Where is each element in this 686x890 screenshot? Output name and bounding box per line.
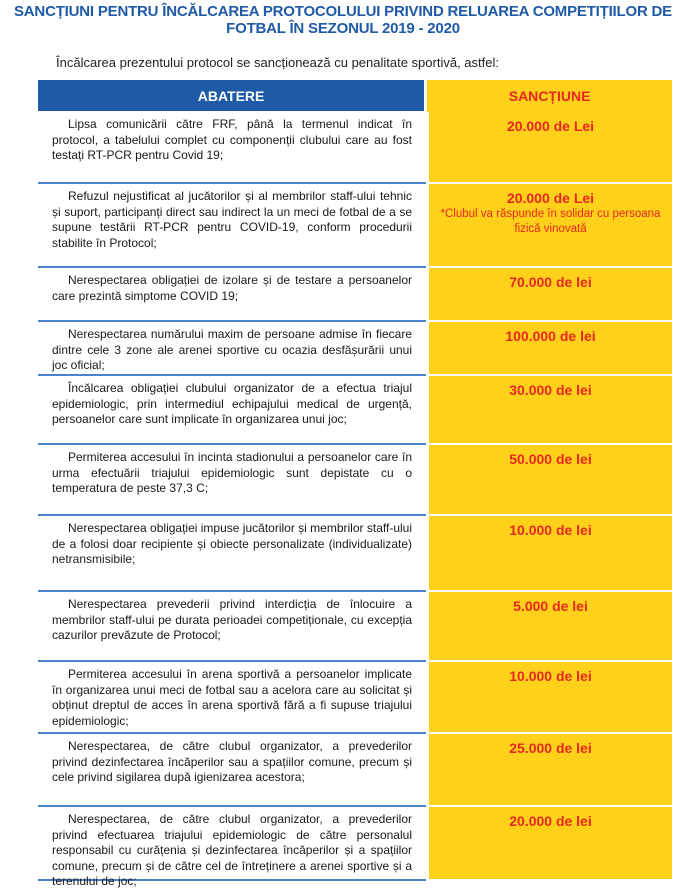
violation-cell: Lipsa comunicării către FRF, până la termenul indicat în protocol, a tabelului complet cu componenții clubului care au fost testați RT-PCR pentru Covid 19;: [38, 112, 426, 184]
sanction-cell: [426, 662, 672, 734]
sanction-cell: [426, 734, 672, 807]
sanction-cell: [426, 268, 672, 322]
sanction-cell: [426, 376, 672, 445]
sanction-amount: 10.000 de lei: [509, 522, 592, 538]
table-row: [38, 184, 672, 268]
violation-cell: Încălcarea obligației clubului organizator de a efectua triajul epidemiologic, prin intermediul echipajului medical de urgență, persoanelor care sunt implicate în organizarea unui joc;: [38, 376, 426, 445]
table-row: [38, 376, 672, 445]
table-row: [38, 445, 672, 516]
sanction-amount: 20.000 de Lei: [506, 190, 595, 206]
sanction-amount: 10.000 de lei: [509, 668, 592, 684]
intro-text: Încălcarea prezentului protocol se sancționează cu penalitate sportivă, astfel:: [56, 55, 499, 70]
table-body: [38, 112, 672, 888]
sanctions-table: [38, 80, 672, 888]
violation-cell: Nerespectarea prevederii privind interdicția de înlocuire a membrilor staff-ului pe durata perioadei competiționale, cu excepția cazurilor prevăzute de Protocol;: [38, 592, 426, 662]
sanction-amount: 30.000 de lei: [509, 382, 592, 398]
sanction-cell: [426, 592, 672, 662]
sanction-amount: 70.000 de lei: [509, 274, 592, 290]
document-title: [0, 0, 686, 37]
table-row: [38, 662, 672, 734]
header-sanction: SANCȚIUNE: [424, 80, 672, 112]
violation-cell: Refuzul nejustificat al jucătorilor și al membrilor staff-ului tehnic și suport, participanți direct sau indirect la un meci de fotbal de a se supune testării RT-PCR pentru COVID-19, conform procedurii stabilite în Protocol;: [38, 184, 426, 268]
violation-cell: Nerespectarea numărului maxim de persoane admise în fiecare dintre cele 3 zone ale arenei sportive cu ocazia desfășurării unui joc oficial;: [38, 322, 426, 376]
violation-cell: Permiterea accesului în incinta stadionului a persoanelor care în urma efectuării triajului epidemiologic sunt depistate cu o temperatura de peste 37,3 C;: [38, 445, 426, 516]
table-row: [38, 112, 672, 184]
violation-cell: Permiterea accesului în arena sportivă a persoanelor implicate în organizarea unui meci de fotbal sau a acelora care au solicitat și obținut dreptul de acces în arena sportivă fără a fi supuse triajului epidemiologic;: [38, 662, 426, 734]
table-row: [38, 592, 672, 662]
table-header: [38, 80, 672, 112]
table-row: [38, 807, 672, 888]
violation-cell: Nerespectarea, de către clubul organizator, a prevederilor privind dezinfectarea încăperilor sau a spațiilor comune, precum și cele privind sigilarea după igienizarea acestora;: [38, 734, 426, 807]
violation-cell: Nerespectarea, de către clubul organizator, a prevederilor privind efectuarea triajului epidemiologic de către personalul responsabil cu curățenia și dezinfectarea încăperilor și a spațiilor comune, precum și de către cel de întreținere a arenei sportive și a terenului de joc;: [38, 807, 426, 881]
sanction-cell: [426, 516, 672, 592]
violation-cell: Nerespectarea obligației de izolare și de testare a persoanelor care prezintă simptome COVID 19;: [38, 268, 426, 322]
sanction-cell: [426, 807, 672, 881]
sanction-amount: 20.000 de Lei: [506, 118, 595, 134]
sanction-amount: 25.000 de lei: [509, 740, 592, 756]
sanction-amount: 20.000 de lei: [509, 813, 592, 829]
sanction-cell: [426, 322, 672, 376]
sanction-amount: 50.000 de lei: [509, 451, 592, 467]
table-row: [38, 516, 672, 592]
header-violation: ABATERE: [38, 80, 424, 112]
title-line-2: FOTBAL ÎN SEZONUL 2019 - 2020: [226, 20, 460, 37]
sanction-note: *Clubul va răspunde în solidar cu persoana fizică vinovată: [440, 208, 661, 235]
title-line-1: SANCȚIUNI PENTRU ÎNCĂLCAREA PROTOCOLULUI PRIVIND RELUAREA COMPETIȚIILOR DE: [14, 3, 672, 20]
table-row: [38, 734, 672, 807]
sanction-amount: 100.000 de lei: [505, 328, 596, 344]
table-row: [38, 268, 672, 322]
sanction-amount: 5.000 de lei: [513, 598, 588, 614]
violation-cell: Nerespectarea obligației impuse jucătorilor și membrilor staff-ului de a folosi doar recipiente și obiecte personalizate (individualizate) netransmisibile;: [38, 516, 426, 592]
sanction-cell: [426, 112, 672, 184]
table-row: [38, 322, 672, 376]
sanction-cell: [426, 445, 672, 516]
sanction-cell: [426, 184, 672, 268]
